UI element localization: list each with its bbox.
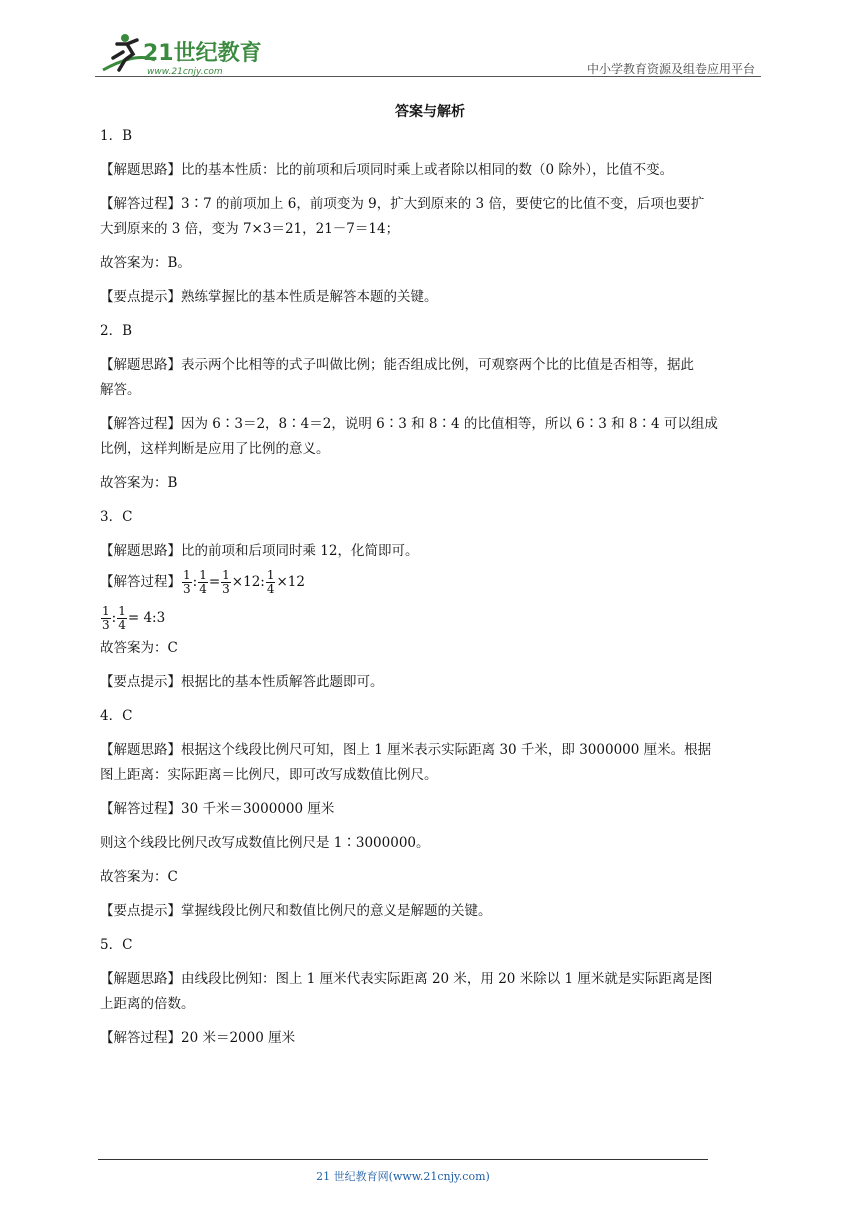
q2-thought-2: 解答。 — [100, 382, 141, 398]
page-title: 答案与解析 — [395, 104, 465, 120]
q3-thought: 【解题思路】比的前项和后项同时乘 12，化简即可。 — [100, 543, 419, 559]
q2-label: 2．B — [100, 323, 133, 339]
q1-thought: 【解题思路】比的基本性质：比的前项和后项同时乘上或者除以相同的数（0 除外），比值不变。 — [100, 162, 674, 178]
q1-answer: 故答案为：B。 — [100, 255, 191, 271]
q2-process-1: 【解答过程】因为 6∶3＝2，8∶4＝2，说明 6∶3 和 8∶4 的比值相等，所以 6∶3 和 8∶4 可以组成 — [100, 416, 718, 432]
q1-process-2: 大到原来的 3 倍，变为 7×3＝21，21－7＝14； — [100, 221, 400, 237]
q3-process-prefix: 【解答过程】 — [100, 573, 181, 590]
q2-thought-1: 【解题思路】表示两个比相等的式子叫做比例；能否组成比例，可观察两个比的比值是否相等，据此 — [100, 357, 694, 373]
q3-answer: 故答案为：C — [100, 640, 178, 656]
svg-text:www.21cnjy.com: www.21cnjy.com — [147, 67, 223, 77]
header-divider — [95, 76, 761, 77]
q5-thought-1: 【解题思路】由线段比例知：图上 1 厘米代表实际距离 20 米，用 20 米除以 1 厘米就是实际距离是图 — [100, 971, 713, 987]
fraction: $\frac{1}{3}$ — [183, 567, 191, 596]
page-header — [95, 30, 760, 80]
q1-tip: 【要点提示】熟练掌握比的基本性质是解答本题的关键。 — [100, 289, 438, 305]
q5-process: 【解答过程】20 米＝2000 厘米 — [100, 1030, 296, 1046]
q3-label: 3．C — [100, 509, 133, 525]
fraction: $\frac{1}{4}$ — [266, 567, 275, 596]
q4-conclusion: 则这个线段比例尺改写成数值比例尺是 1∶3000000。 — [100, 835, 430, 851]
q5-thought-2: 上距离的倍数。 — [100, 996, 195, 1012]
q4-answer: 故答案为：C — [100, 869, 178, 885]
q2-process-2: 比例，这样判断是应用了比例的意义。 — [100, 441, 330, 457]
q3-tip: 【要点提示】根据比的基本性质解答此题即可。 — [100, 674, 384, 690]
svg-text:21世纪教育: 21世纪教育 — [143, 41, 262, 66]
answer-content — [100, 124, 765, 1051]
fraction: $\frac{1}{4}$ — [199, 567, 207, 596]
footer-divider — [98, 1159, 708, 1160]
q5-label: 5．C — [100, 937, 133, 953]
q3-process: 【解答过程】 $\frac{1}{3}$ : $\frac{1}{4}$ = $\frac{1}{3}$ ×12: $\frac{1}{4}$ ×12 — [100, 567, 305, 596]
fraction: $\frac{1}{3}$ — [102, 603, 110, 632]
footer-text: 21 世纪教育网(www.21cnjy.com) — [316, 1170, 490, 1183]
q1-process-1: 【解答过程】3∶7 的前项加上 6，前项变为 9，扩大到原来的 3 倍，要使它的比值不变，后项也要扩 — [100, 196, 705, 212]
q2-answer: 故答案为：B — [100, 475, 178, 491]
q4-thought-1: 【解题思路】根据这个线段比例尺可知，图上 1 厘米表示实际距离 30 千米，即 3000000 厘米。根据 — [100, 742, 712, 758]
q1-label: 1．B — [100, 128, 133, 144]
platform-label: 中小学教育资源及组卷应用平台 — [586, 62, 755, 76]
q3-result: $\frac{1}{3}$ : $\frac{1}{4}$ = 4:3 — [102, 603, 166, 632]
q4-process: 【解答过程】30 千米＝3000000 厘米 — [100, 801, 335, 817]
fraction: $\frac{1}{3}$ — [222, 567, 230, 596]
q4-label: 4．C — [100, 708, 133, 724]
q4-thought-2: 图上距离：实际距离＝比例尺，即可改写成数值比例尺。 — [100, 767, 438, 783]
q4-tip: 【要点提示】掌握线段比例尺和数值比例尺的意义是解题的关键。 — [100, 903, 492, 919]
fraction: $\frac{1}{4}$ — [118, 603, 126, 632]
runner-logo-icon — [95, 30, 265, 78]
site-logo — [95, 30, 265, 78]
